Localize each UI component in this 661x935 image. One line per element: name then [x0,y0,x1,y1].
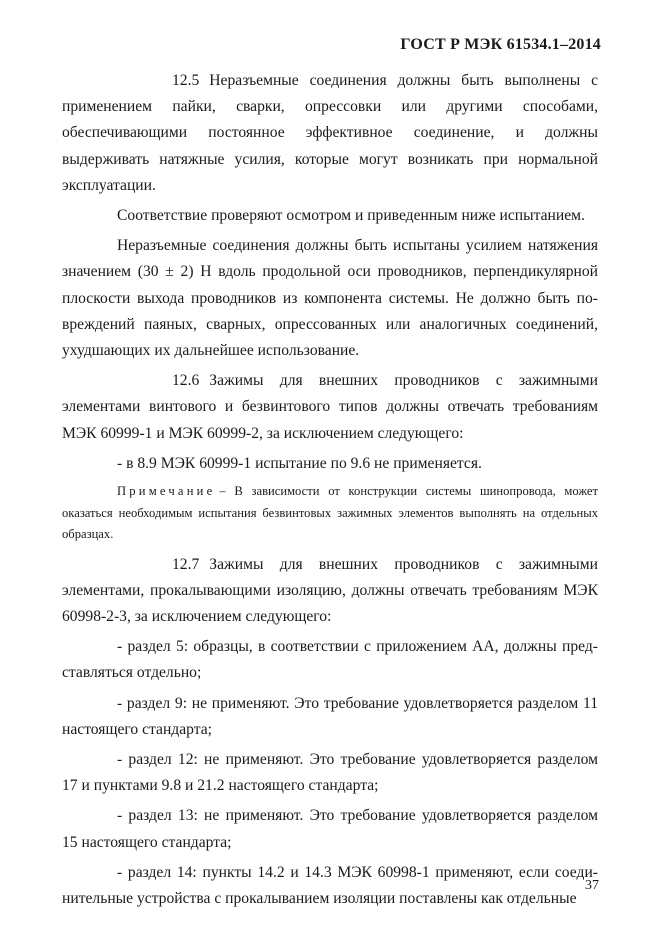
document-body [62,68,598,916]
paragraph-text: Неразъемные соединения должны быть выполнены с применением пайки, сварки, опрессовки или другими способами, обеспечивающими постоянное эффективное соединение, и должны выдерживать натяжные усилия, которые могут возникать при нормальной эксплуатации. [62,72,598,194]
list-item [62,451,598,477]
paragraph-text: - раздел 5: образцы, в соответствии с приложением АА, должны представляться отдельно; [62,638,598,682]
note-text: – В зависимости от конструкции системы шинопровода, может оказаться необходимым испытания безвинтовых зажимных элементов выполнять на отдельных образцах. [62,484,598,542]
clause-number: 12.6 [172,372,200,390]
paragraph-tension-test [62,233,598,364]
paragraph-text: Зажимы для внешних проводников с зажимными элементами, прокалывающими изоляцию, должны отвечать требованиям МЭК 60998-2-3, за исключением следующего: [62,555,598,625]
paragraph-text: - раздел 14: пункты 14.2 и 14.3 МЭК 60998-1 применяют, если соединительные устройства с прокалыванием изоляции поставлены как отдельные [62,863,598,907]
list-item [62,747,598,799]
list-item [62,803,598,855]
paragraph-text: Неразъемные соединения должны быть испытаны усилием натяжения значением (30 ± 2) Н вдоль продольной оси проводников, перпендикулярной плоскости выхода проводников из компонента системы. Не должно быть повреждений паяных, сварных, опрессованных или аналогичных соединений, ухудшающих их дальнейшее использование. [62,237,598,360]
list-item [62,691,598,743]
paragraph-text: Соответствие проверяют осмотром и приведенным ниже испытанием. [117,207,585,225]
paragraph-text: - раздел 9: не применяют. Это требование удовлетворяется разделом 11 настоящего стандарта; [62,694,598,738]
clause-12-7 [62,552,598,631]
paragraph-text: - раздел 12: не применяют. Это требование удовлетворяется разделом 17 и пунктами 9.8 и 21.2 настоящего стандарта; [62,750,598,795]
note-label: Примечание [117,484,216,499]
page-number: 37 [585,878,599,893]
paragraph-text: - в 8.9 МЭК 60999-1 испытание по 9.6 не применяется. [117,454,482,472]
list-item [62,634,598,686]
clause-number: 12.5 [172,72,200,89]
paragraph-text: - раздел 13: не применяют. Это требование удовлетворяется разделом 15 настоящего стандарта; [62,807,598,851]
paragraph-text: Зажимы для внешних проводников с зажимными элементами винтового и безвинтового типов должны отвечать требованиям МЭК 60999-1 и МЭК 60999-2, за исключением следующего: [62,372,598,442]
list-item [62,860,598,912]
clause-12-5 [62,68,598,199]
paragraph-compliance [62,203,598,229]
document-header: ГОСТ Р МЭК 61534.1–2014 [400,36,601,53]
clause-number: 12.7 [172,555,200,573]
clause-12-6 [62,368,598,447]
note-block [62,481,598,546]
